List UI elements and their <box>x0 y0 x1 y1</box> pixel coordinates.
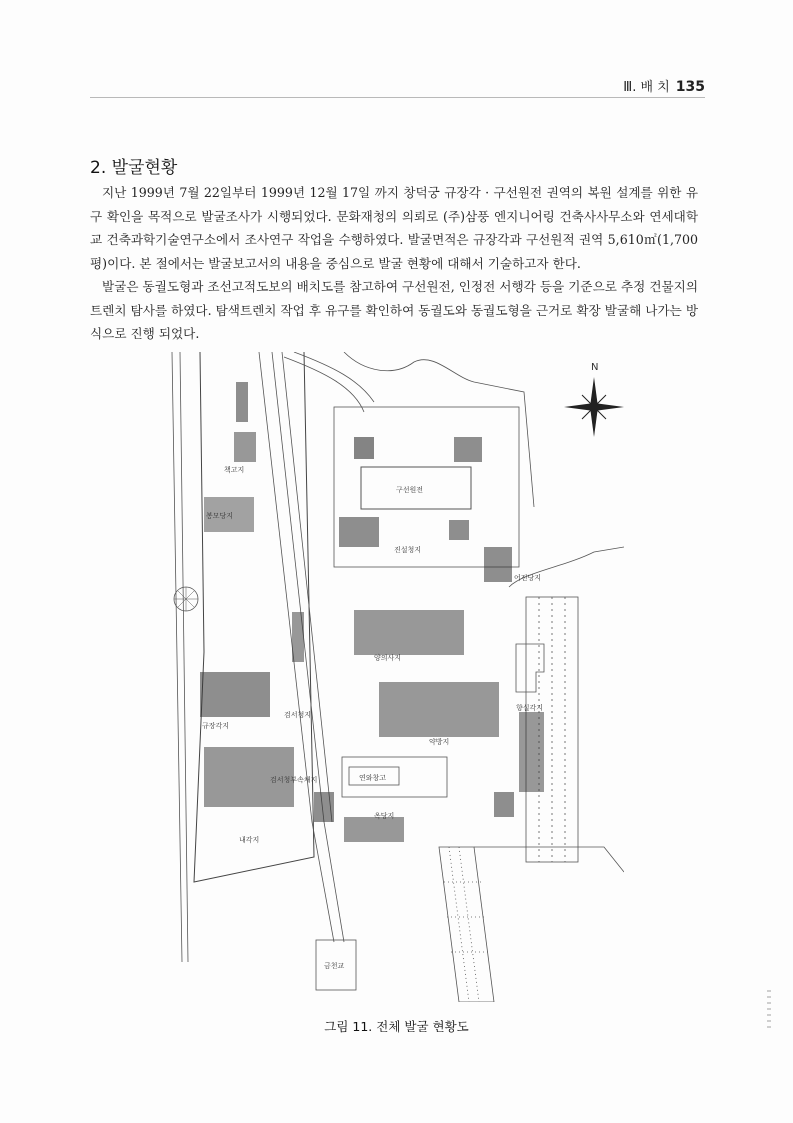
excavation-site-plan <box>164 352 624 1002</box>
page-number: 135 <box>675 79 705 95</box>
label-yeonwon: 연와창고 <box>359 774 387 782</box>
label-yakbang: 약방지 <box>429 738 450 746</box>
label-geomseo: 검서청지 <box>284 711 312 719</box>
site-plan-drawing <box>164 352 624 1002</box>
label-bongmo: 봉모당지 <box>206 512 234 520</box>
label-yangui: 양의사지 <box>374 654 402 662</box>
south-corridor-grid <box>444 847 489 1002</box>
running-head-section: Ⅲ. 배 치 <box>623 80 670 95</box>
excavation-remains <box>200 382 544 842</box>
label-geomseo-bu: 검서청부속채지 <box>270 776 318 784</box>
label-jinseol: 진설청지 <box>394 546 422 554</box>
label-hyangsil: 향실각지 <box>516 704 544 712</box>
north-hill-line <box>344 352 534 507</box>
running-head <box>623 76 705 95</box>
east-l-building <box>516 644 544 692</box>
paragraph-2: 발굴은 동궐도형과 조선고적도보의 배치도를 참고하여 구선원전, 인정전 서행각 등을 기준으로 추정 건물지의 트렌치 탐사를 하였다. 탐색트렌치 작업 후 유구를 확인하여 동궐도와 동궐도형을 근거로 확장 발굴해 나가는 방식으로 진행 되었다. <box>90 279 698 341</box>
north-path <box>284 352 374 412</box>
section-title: 2. 발굴현황 <box>90 158 178 178</box>
south-corridor <box>439 847 494 1002</box>
label-chaek: 책고지 <box>224 466 245 474</box>
label-okdang: 옥당지 <box>374 812 395 820</box>
label-guseon: 구선원전 <box>396 486 424 494</box>
south-boundary <box>474 847 624 872</box>
header-rule <box>90 97 705 98</box>
label-gyujang: 규장각지 <box>202 722 230 730</box>
yeonwa-storage-outline <box>342 757 447 797</box>
label-geumcheon: 금천교 <box>324 962 345 970</box>
label-naegak: 내각지 <box>239 836 260 844</box>
body-text <box>90 181 698 346</box>
figure-caption: 그림 11. 전체 발굴 현황도 <box>324 1019 469 1034</box>
page-edge-mark <box>767 990 771 1030</box>
north-label: N <box>591 362 599 373</box>
paragraph-1: 지난 1999년 7월 22일부터 1999년 12월 17일 까지 창덕궁 규장각 · 구선원전 권역의 복원 설계를 위한 유구 확인을 목적으로 발굴조사가 시행되었다. 문화재청의 의뢰로 (주)삼풍 엔지니어링 건축사사무소와 연세대학교 건축과학기술연구소에서 조사연구 작업을 수행하였다. 발굴면적은 규장각과 구선원적 권역 5,610㎡(1,700평)이다. 본 절에서는 발굴보고서의 내용을 중심으로 발굴 현황에 대해서 기술하고자 한다. <box>90 185 698 271</box>
west-wall-line <box>172 352 188 962</box>
north-arrow <box>564 377 624 437</box>
label-eojeon: 어전당지 <box>514 574 542 582</box>
